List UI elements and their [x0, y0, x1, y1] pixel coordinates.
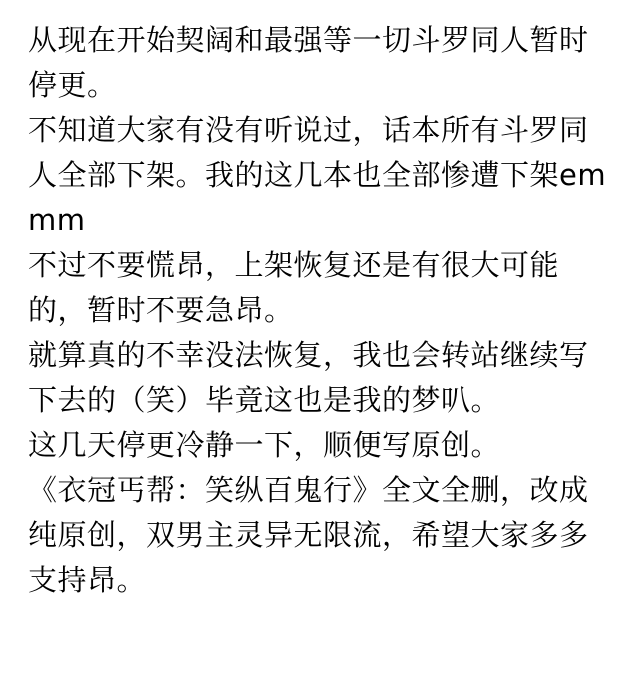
paragraph-1: 从现在开始契阔和最强等一切斗罗同人暂时停更。 [28, 23, 589, 102]
paragraph-6: 《衣冠丐帮：笑纵百鬼行》全文全删，改成纯原创，双男主灵异无限流，希望大家多多支持昂。 [28, 473, 589, 597]
paragraph-4: 就算真的不幸没法恢复，我也会转站继续写下去的（笑）毕竟这也是我的梦叭。 [28, 338, 589, 417]
paragraph-2: 不知道大家有没有听说过，话本所有斗罗同人全部下架。我的这几本也全部惨遭下架emmm [28, 113, 607, 237]
paragraph-5: 这几天停更冷静一下，顺便写原创。 [28, 428, 501, 462]
paragraph-3: 不过不要慌昂，上架恢复还是有很大可能的，暂时不要急昂。 [28, 248, 560, 327]
